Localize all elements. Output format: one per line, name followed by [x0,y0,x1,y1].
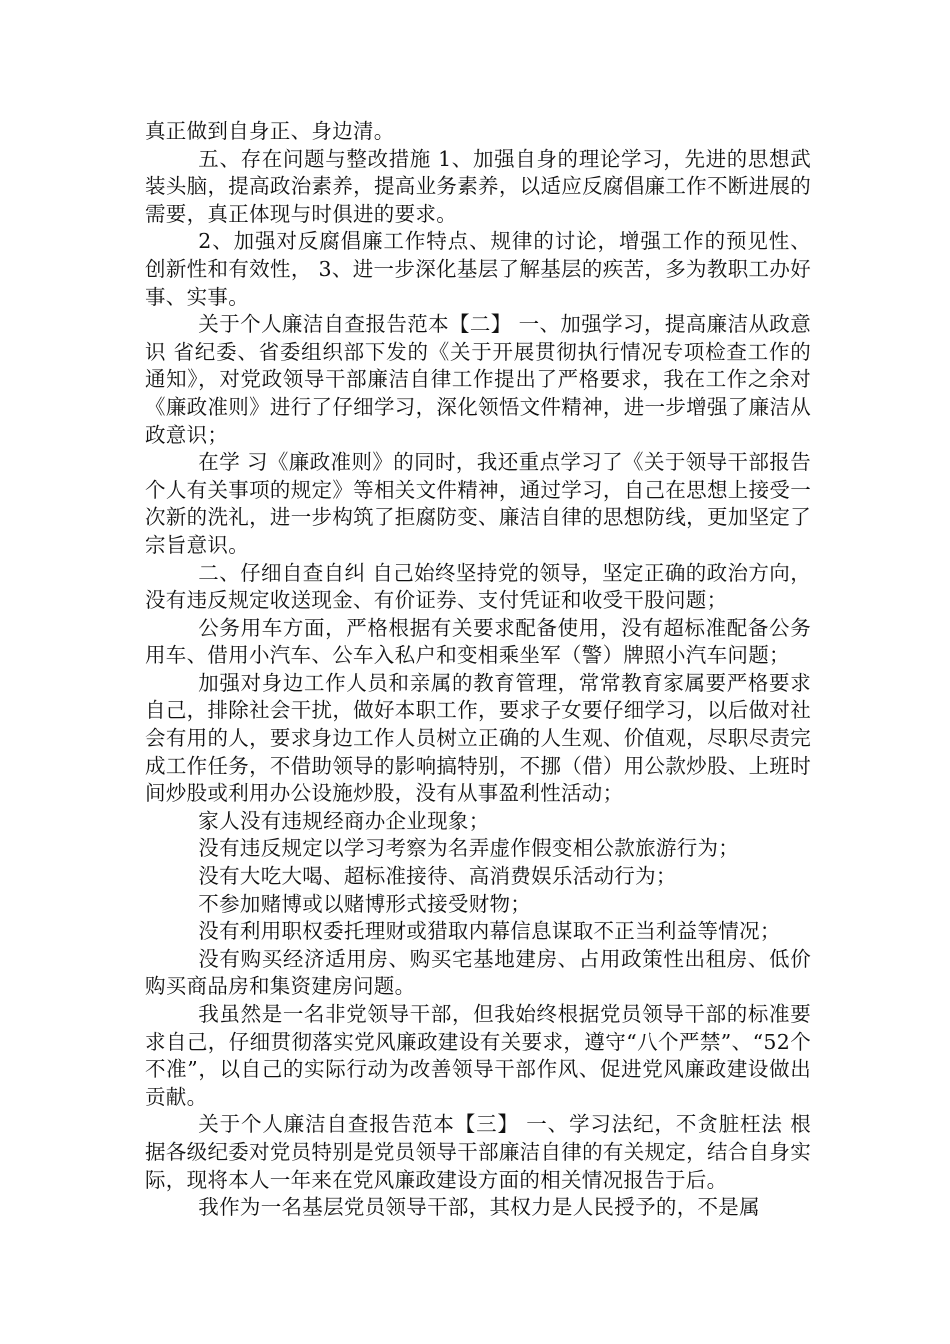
paragraph-sample-two-intro: 关于个人廉洁自查报告范本【二】 一、加强学习，提高廉洁从政意识 省纪委、省委组织部下发的《关于开展贯彻执行情况专项检查工作的通知》，对党政领导干部廉洁自律工作提出了严格要求，我在工作之余对《廉政准则》进行了仔细学习，深化领悟文件精神，进一步增强了廉洁从政意识； [145,312,811,447]
paragraph-problems-measures: 五、存在问题与整改措施 1、加强自身的理论学习，先进的思想武装头脑，提高政治素养，提高业务素养，以适应反腐倡廉工作不断进展的需要，真正体现与时俱进的要求。 [145,146,811,226]
document-body [145,118,811,1222]
paragraph-official-vehicle: 公务用车方面，严格根据有关要求配备使用，没有超标准配备公务用车、借用小汽车、公车入私户和变相乘坐军（警）牌照小汽车问题； [145,615,811,668]
paragraph-no-banquet: 没有大吃大喝、超标准接待、高消费娱乐活动行为； [198,864,677,889]
paragraph-sample-three-intro: 关于个人廉洁自查报告范本【三】 一、学习法纪，不贪脏枉法 根据各级纪委对党员特别是党员领导干部廉洁自律的有关规定，结合自身实际，现将本人一年来在党风廉政建设方面的相关情况报告于后。 [145,1112,811,1192]
paragraph-no-insider: 没有利用职权委托理财或猎取内幕信息谋取不正当利益等情况； [198,919,781,944]
paragraph-no-travel: 没有违反规定以学习考察为名弄虚作假变相公款旅游行为； [198,836,740,861]
paragraph-standards: 我虽然是一名非党领导干部，但我始终根据党员领导干部的标准要求自己，仔细贯彻落实党风廉政建设有关要求，遵守“八个严禁”、“52个不准”，以自己的实际行动为改善领导干部作风、促进党风廉政建设做出贡献。 [145,1002,811,1109]
paragraph-no-business: 家人没有违规经商办企业现象； [198,808,490,833]
paragraph-family-staff: 加强对身边工作人员和亲属的教育管理，常常教育家属要严格要求自己，排除社会干扰，做好本职工作，要求子女要仔细学习，以后做对社会有用的人，要求身边工作人员树立正确的人生观、价值观，尽职尽责完成工作任务，不借助领导的影响搞特别，不挪（借）用公款炒股、上班时间炒股或利用办公设施炒股，没有从事盈利性活动； [145,670,811,806]
paragraph-study-rules: 在学 习《廉政准则》的同时，我还重点学习了《关于领导干部报告个人有关事项的规定》等相关文件精神，通过学习，自己在思想上接受一次新的洗礼，进一步构筑了拒腐防变、廉洁自律的思想防线，更加坚定了宗旨意识。 [145,450,811,557]
paragraph-no-housing: 没有购买经济适用房、购买宅基地建房、占用政策性出租房、低价购买商品房和集资建房问题。 [145,946,811,999]
paragraph-measures-2-3: 2、加强对反腐倡廉工作特点、规律的讨论，增强工作的预见性、创新性和有效性， 3、进一步深化基层了解基层的疾苦，多为教职工办好事、实事。 [145,229,811,309]
paragraph-self-check: 二、仔细自查自纠 自己始终坚持党的领导，坚定正确的政治方向，没有违反规定收送现金、有价证券、支付凭证和收受干股问题； [145,560,811,613]
paragraph-continuation: 真正做到自身正、身边清。 [145,119,395,143]
paragraph-power-source: 我作为一名基层党员领导干部，其权力是人民授予的，不是属 [198,1195,760,1220]
paragraph-no-gambling: 不参加赌博或以赌博形式接受财物； [198,891,532,916]
